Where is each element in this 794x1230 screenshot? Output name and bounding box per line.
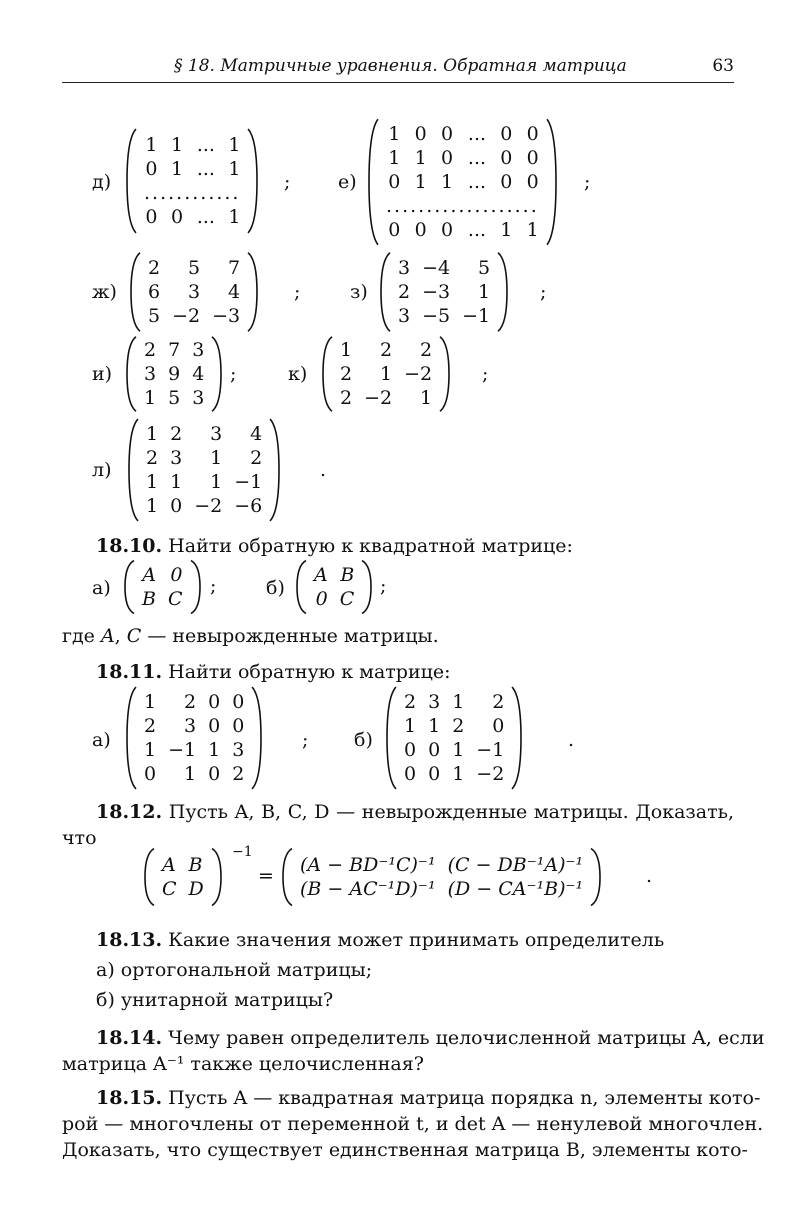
matrix-row (138, 157, 246, 181)
note-var-a: A (100, 625, 115, 647)
matrix-cell: (B − AC⁻¹D)⁻¹ (300, 878, 436, 900)
label-i: и) (92, 363, 113, 385)
matrix-body (334, 338, 438, 410)
matrix-row (334, 362, 438, 386)
matrix-cell: 2 (452, 715, 465, 737)
problem-number: 18.10. (96, 535, 163, 557)
matrix-cell: 4 (192, 363, 205, 385)
after-k: ; (482, 363, 489, 385)
label-1811-b: б) (354, 729, 373, 751)
matrix-row (142, 256, 246, 280)
matrix-row (156, 877, 210, 901)
matrix-row (380, 146, 545, 170)
matrix-cell: 0 (428, 763, 441, 785)
right-paren (496, 252, 508, 332)
matrix-row (334, 386, 438, 410)
matrix-row (398, 690, 510, 714)
matrix-cell: 1 (146, 495, 159, 517)
matrix-row (140, 470, 268, 494)
left-paren (380, 252, 392, 332)
matrix-cell: ... (467, 147, 487, 169)
matrix-cell: 1 (428, 715, 441, 737)
right-paren (189, 560, 201, 614)
problem-18-10 (96, 534, 573, 558)
label-e: е) (338, 171, 357, 193)
matrix-l (128, 418, 280, 522)
problem-number: 18.15. (96, 1087, 163, 1109)
note-text-end: — невырожденные матрицы. (141, 625, 439, 647)
matrix-body (380, 122, 545, 242)
problem-18-14-line2: матрица A⁻¹ также целочисленная? (62, 1053, 424, 1075)
matrix-cell: −2 (172, 305, 201, 327)
matrix-row (142, 280, 246, 304)
after-1810-a: ; (210, 575, 217, 597)
matrix-cell: 0 (170, 206, 184, 228)
matrix-cell: 2 (148, 257, 161, 279)
matrix-body (140, 422, 268, 518)
matrix-cell: −4 (422, 257, 451, 279)
matrix-cell: 2 (492, 691, 505, 713)
problem-number: 18.13. (96, 929, 163, 951)
matrix-body (138, 133, 246, 229)
matrix-body (138, 338, 210, 410)
right-paren (510, 686, 522, 790)
matrix-i (126, 336, 222, 412)
matrix-cell: −3 (212, 305, 241, 327)
matrix-cell: ... (196, 158, 215, 180)
matrix-cell: ... (467, 171, 487, 193)
matrix-cell: −1 (168, 739, 197, 761)
matrix-cell: B (142, 588, 156, 610)
matrix-cell: D (188, 878, 204, 900)
matrix-row (156, 853, 210, 877)
matrix-row (334, 338, 438, 362)
matrix-cell: 0 (145, 158, 158, 180)
problem-text: Пусть A — квадратная матрица порядка n, элементы кото- (168, 1087, 761, 1109)
matrix-cell: 4 (228, 281, 241, 303)
matrix-cell: 1 (170, 158, 184, 180)
matrix-cell: 3 (192, 339, 205, 361)
after-1810-b: ; (380, 575, 387, 597)
matrix-cell: 0 (388, 171, 401, 193)
after-zh: ; (294, 281, 301, 303)
matrix-cell: 2 (184, 691, 197, 713)
after-d: ; (284, 171, 291, 193)
matrix-cell: A (314, 564, 328, 586)
problem-text: Найти обратную к квадратной матрице: (168, 535, 573, 557)
matrix-cell: B (340, 564, 355, 586)
matrix-cell: (C − DB⁻¹A)⁻¹ (447, 854, 584, 876)
matrix-cell: 2 (144, 339, 157, 361)
matrix-cell: 3 (170, 447, 183, 469)
matrix-cell: 0 (404, 739, 417, 761)
matrix-cell: 0 (492, 715, 505, 737)
matrix-cell: 3 (232, 739, 245, 761)
matrix-cell: 3 (398, 257, 411, 279)
matrix-cell: 1 (146, 471, 159, 493)
matrix-cell: 1 (388, 123, 401, 145)
matrix-cell: 3 (192, 387, 205, 409)
matrix-1811-b (386, 686, 522, 790)
matrix-row (380, 122, 545, 146)
running-header (62, 56, 734, 83)
matrix-row (398, 762, 510, 786)
after-e: ; (584, 171, 591, 193)
matrix-cell: (D − CA⁻¹B)⁻¹ (447, 878, 584, 900)
right-paren (210, 336, 222, 412)
right-paren (246, 128, 258, 234)
note-text: где (62, 625, 101, 647)
problem-text: Найти обратную к матрице: (168, 661, 451, 683)
matrix-cell: C (162, 878, 177, 900)
matrix-cell: C (339, 588, 355, 610)
matrix-cell: 2 (340, 387, 353, 409)
matrix-cell: 1 (228, 134, 241, 156)
matrix-cell: 5 (168, 387, 181, 409)
right-paren (438, 336, 450, 412)
matrix-cell: 1 (440, 171, 454, 193)
matrix-cell: 3 (210, 423, 223, 445)
after-1811-b: . (568, 729, 575, 751)
matrix-cell: 1 (340, 339, 353, 361)
matrix-cell: 0 (440, 219, 454, 241)
matrix-cell: 4 (250, 423, 263, 445)
matrix-cell: 2 (340, 363, 353, 385)
label-z: з) (350, 281, 368, 303)
matrix-cell: 1 (500, 219, 513, 241)
matrix-row (138, 133, 246, 157)
matrix-cell: 0 (526, 123, 539, 145)
matrix-cell: 0 (208, 691, 221, 713)
matrix-cell: B (188, 854, 203, 876)
matrix-cell: A (142, 564, 156, 586)
problem-18-15-line1 (96, 1086, 761, 1110)
lhs-exponent: −1 (232, 844, 253, 860)
matrix-cell: 0 (526, 147, 539, 169)
matrix-1810-a (124, 560, 201, 614)
matrix-cell: 0 (440, 123, 454, 145)
left-paren (126, 336, 138, 412)
problem-text: Чему равен определитель целочисленной матрицы A, если (168, 1027, 765, 1049)
problem-18-12-line2: что (62, 827, 97, 849)
matrix-cell: 1 (404, 715, 417, 737)
matrix-cell: 1 (145, 134, 158, 156)
matrix-cell: 1 (170, 134, 184, 156)
matrix-cell: −5 (422, 305, 451, 327)
matrix-cell: −1 (234, 471, 263, 493)
left-paren (126, 686, 138, 790)
matrix-cell: 7 (228, 257, 241, 279)
matrix-cell: −2 (194, 495, 223, 517)
matrix-cell: 5 (478, 257, 491, 279)
matrix-cell: 0 (414, 219, 427, 241)
ellipsis-row: ................... (386, 195, 539, 217)
matrix-row (392, 256, 496, 280)
matrix-cell: 1 (452, 763, 465, 785)
matrix-cell: 1 (478, 281, 491, 303)
matrix-cell: 7 (168, 339, 181, 361)
matrix-cell: 1 (388, 147, 401, 169)
matrix-cell: 1 (228, 158, 241, 180)
matrix-cell: 3 (428, 691, 441, 713)
left-paren (130, 252, 142, 332)
matrix-body (156, 853, 210, 901)
matrix-cell: 1 (526, 219, 539, 241)
problem-18-15-line3: Доказать, что существует единственная матрица B, элементы кото- (62, 1139, 748, 1161)
matrix-e (368, 118, 557, 246)
ellipsis-row: ............ (144, 182, 241, 204)
after-z: ; (540, 281, 547, 303)
matrix-cell: −6 (234, 495, 263, 517)
matrix-row (140, 422, 268, 446)
matrix-cell: 2 (146, 447, 159, 469)
matrix-cell: 2 (420, 339, 433, 361)
problem-text: Пусть A, B, C, D — невырожденные матрицы. Доказать, (168, 801, 734, 823)
matrix-body (392, 256, 496, 328)
after-l: . (320, 459, 327, 481)
problem-18-11 (96, 660, 450, 684)
matrix-row (138, 386, 210, 410)
matrix-cell: 1 (170, 471, 183, 493)
matrix-cell: 9 (168, 363, 181, 385)
matrix-cell: A (162, 854, 176, 876)
matrix-row (392, 280, 496, 304)
matrix-cell: 0 (500, 147, 513, 169)
left-paren (128, 418, 140, 522)
matrix-1811-a (126, 686, 262, 790)
right-paren (589, 848, 601, 906)
matrix-row (140, 446, 268, 470)
problem-number: 18.12. (96, 801, 163, 823)
matrix-row (398, 714, 510, 738)
after-i: ; (230, 363, 237, 385)
matrix-cell: 0 (208, 763, 221, 785)
matrix-cell: ... (196, 206, 215, 228)
matrix-1810-b (296, 560, 372, 614)
label-zh: ж) (92, 281, 117, 303)
matrix-body (294, 853, 589, 901)
matrix-cell: −3 (422, 281, 451, 303)
matrix-cell: 0 (428, 739, 441, 761)
matrix-cell: 1 (452, 691, 465, 713)
matrix-cell: 0 (232, 715, 245, 737)
matrix-cell: 2 (398, 281, 411, 303)
left-paren (368, 118, 380, 246)
matrix-cell: (A − BD⁻¹C)⁻¹ (300, 854, 436, 876)
matrix-cell: 0 (440, 147, 454, 169)
matrix-cell: 1 (414, 147, 427, 169)
matrix-cell: 0 (526, 171, 539, 193)
matrix-cell: 2 (250, 447, 263, 469)
matrix-row (308, 563, 360, 587)
matrix-cell: 1 (144, 739, 157, 761)
matrix-cell: −1 (476, 739, 505, 761)
matrix-cell: 1 (208, 739, 221, 761)
matrix-row (142, 304, 246, 328)
matrix-cell: 5 (148, 305, 161, 327)
matrix-cell: 1 (144, 691, 157, 713)
equals-sign: = (258, 865, 274, 887)
matrix-cell: 0 (414, 123, 427, 145)
matrix-cell: 1 (184, 763, 197, 785)
matrix-cell: 0 (232, 691, 245, 713)
label-k: к) (288, 363, 308, 385)
matrix-row (294, 853, 589, 877)
matrix-cell: 2 (144, 715, 157, 737)
matrix-z (380, 252, 508, 332)
matrix-cell: 0 (404, 763, 417, 785)
matrix-cell: 0 (315, 588, 328, 610)
matrix-cell: 1 (420, 387, 433, 409)
matrix-row (380, 170, 545, 194)
left-paren (124, 560, 136, 614)
after-1812: . (646, 865, 653, 887)
matrix-cell: 6 (148, 281, 161, 303)
matrix-cell: 2 (170, 423, 183, 445)
matrix-cell: ... (467, 123, 487, 145)
book-page (62, 0, 765, 1230)
left-paren (322, 336, 334, 412)
matrix-cell: C (167, 588, 183, 610)
matrix-k (322, 336, 450, 412)
matrix-1812-rhs (282, 848, 601, 906)
matrix-cell: 3 (184, 715, 197, 737)
left-paren (144, 848, 156, 906)
matrix-body (142, 256, 246, 328)
matrix-body (138, 690, 250, 786)
matrix-row (138, 338, 210, 362)
matrix-cell: −2 (476, 763, 505, 785)
matrix-cell: 2 (380, 339, 393, 361)
matrix-cell: 2 (404, 691, 417, 713)
matrix-body (308, 563, 360, 611)
problem-18-13-b: б) унитарной матрицы? (96, 989, 334, 1011)
label-1810-b: б) (266, 577, 285, 599)
matrix-cell: 2 (232, 763, 245, 785)
left-paren (386, 686, 398, 790)
matrix-cell: 0 (170, 495, 183, 517)
right-paren (210, 848, 222, 906)
matrix-cell: 1 (380, 363, 393, 385)
page-number: 63 (712, 56, 734, 76)
matrix-row (138, 738, 250, 762)
matrix-row (138, 714, 250, 738)
label-1810-a: а) (92, 577, 111, 599)
matrix-cell: 3 (398, 305, 411, 327)
right-paren (246, 252, 258, 332)
matrix-cell: 0 (145, 206, 158, 228)
after-1811-a: ; (302, 729, 309, 751)
right-paren (545, 118, 557, 246)
matrix-cell: ... (196, 134, 215, 156)
left-paren (282, 848, 294, 906)
matrix-cell: 0 (144, 763, 157, 785)
right-paren (250, 686, 262, 790)
problem-18-12-line1 (96, 800, 734, 824)
matrix-cell: 5 (188, 257, 201, 279)
header-title: § 18. Матричные уравнения. Обратная матрица (174, 56, 627, 76)
matrix-cell: 1 (452, 739, 465, 761)
matrix-row (138, 762, 250, 786)
problem-18-14-line1 (96, 1026, 765, 1050)
matrix-row (294, 877, 589, 901)
problem-18-13-a: а) ортогональной матрицы; (96, 959, 373, 981)
problem-18-13 (96, 928, 664, 952)
matrix-row (140, 494, 268, 518)
label-1811-a: а) (92, 729, 111, 751)
matrix-row (136, 587, 189, 611)
problem-text: Какие значения может принимать определитель (168, 929, 665, 951)
matrix-cell: −2 (404, 363, 433, 385)
matrix-cell: 1 (146, 423, 159, 445)
matrix-row (398, 738, 510, 762)
problem-18-15-line2: рой — многочлены от переменной t, и det A — ненулевой многочлен. (62, 1113, 764, 1135)
right-paren (360, 560, 372, 614)
matrix-cell: 0 (500, 171, 513, 193)
matrix-cell: 0 (388, 219, 401, 241)
matrix-cell: −1 (462, 305, 491, 327)
label-l: л) (92, 459, 112, 481)
matrix-cell: ... (467, 219, 487, 241)
right-paren (268, 418, 280, 522)
matrix-row (138, 205, 246, 229)
matrix-cell: −2 (364, 387, 393, 409)
matrix-row (308, 587, 360, 611)
matrix-cell: 0 (208, 715, 221, 737)
problem-number: 18.11. (96, 661, 163, 683)
matrix-cell: 1 (210, 447, 223, 469)
matrix-zh (130, 252, 258, 332)
matrix-cell: 3 (144, 363, 157, 385)
matrix-cell: 1 (228, 206, 241, 228)
matrix-cell: 3 (188, 281, 201, 303)
matrix-row (138, 362, 210, 386)
matrix-cell: 1 (414, 171, 427, 193)
matrix-cell: 0 (500, 123, 513, 145)
matrix-row (138, 690, 250, 714)
matrix-row (380, 218, 545, 242)
problem-number: 18.14. (96, 1027, 163, 1049)
matrix-cell: 0 (170, 564, 183, 586)
matrix-d (126, 128, 258, 234)
matrix-cell: 1 (210, 471, 223, 493)
matrix-1812-lhs (144, 848, 222, 906)
matrix-row (392, 304, 496, 328)
matrix-body (136, 563, 189, 611)
note-var-c: C (126, 625, 142, 647)
left-paren (296, 560, 308, 614)
matrix-body (398, 690, 510, 786)
matrix-cell: 1 (144, 387, 157, 409)
label-d: д) (92, 171, 112, 193)
left-paren (126, 128, 138, 234)
matrix-row (136, 563, 189, 587)
note-comma: , (114, 625, 127, 647)
note-1810 (62, 624, 439, 648)
